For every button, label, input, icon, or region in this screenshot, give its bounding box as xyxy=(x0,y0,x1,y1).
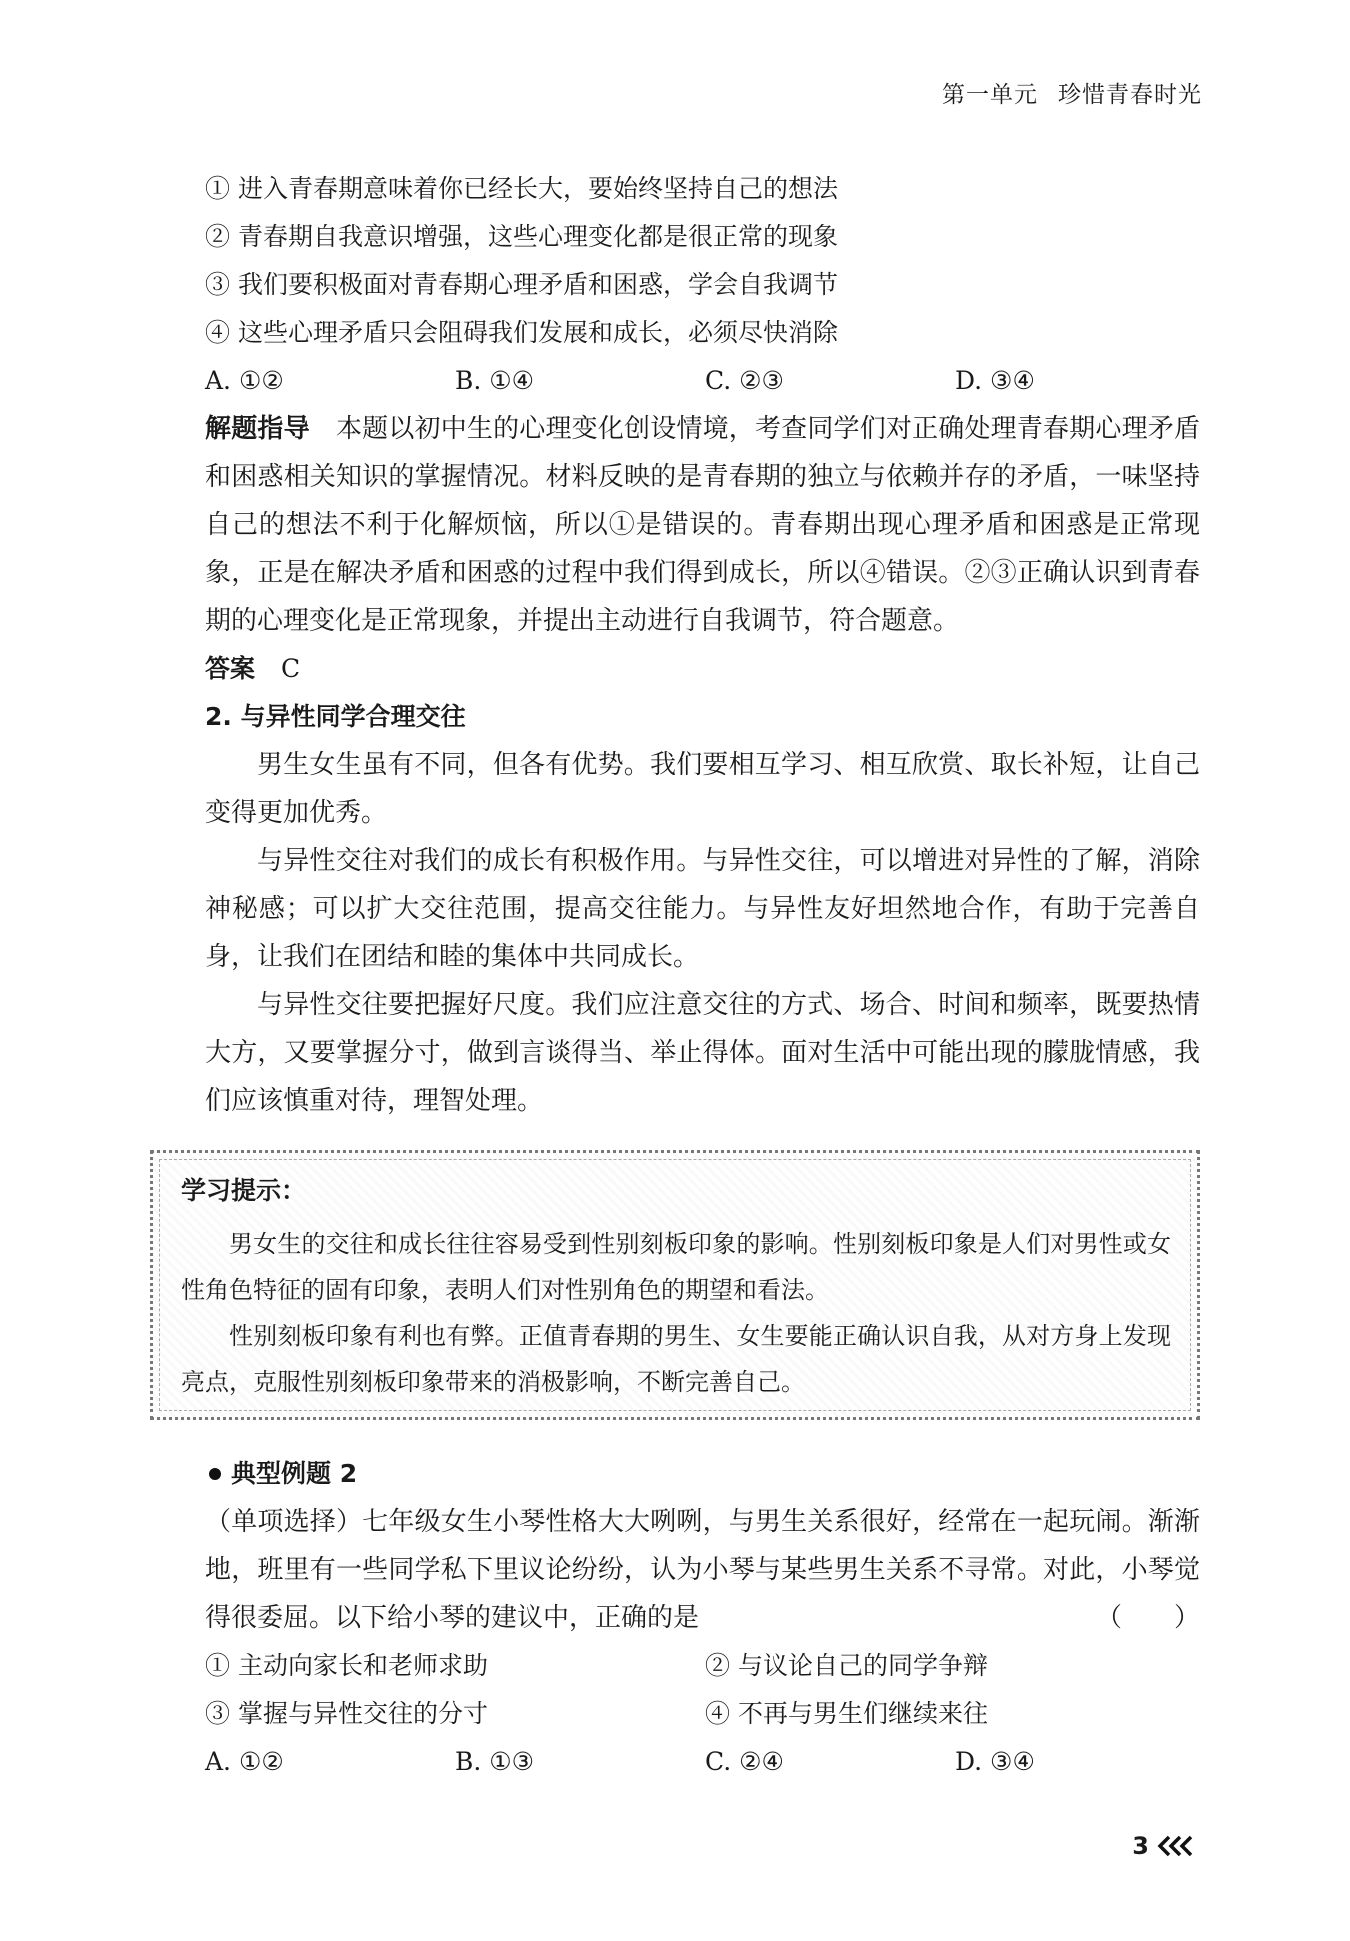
answer-options xyxy=(205,357,1200,405)
ex2-statement-4: ④ 不再与男生们继续来往 xyxy=(705,1699,988,1728)
example-2-title: 典型例题 2 xyxy=(231,1459,358,1488)
option-c: C. ②③ xyxy=(705,366,784,395)
tip-paragraph-1: 男女生的交往和成长往往容易受到性别刻板印象的影响。性别刻板印象是人们对男性或女性角色特征的固有印象，表明人们对性别角色的期望和看法。 xyxy=(181,1230,1171,1304)
page-number xyxy=(1132,1832,1195,1860)
question-text: （单项选择）七年级女生小琴性格大大咧咧，与男生关系很好，经常在一起玩闹。渐渐地，班里有一些同学私下里议论纷纷，认为小琴与某些男生关系不寻常。对此，小琴觉得很委屈。以下给小琴的建议中，正确的是 xyxy=(205,1507,1200,1633)
statement-row-1 xyxy=(205,1642,1200,1690)
statement-row-2 xyxy=(205,1690,1200,1738)
ex2-option-b: B. ①③ xyxy=(455,1747,535,1776)
option-b: B. ①④ xyxy=(455,366,535,395)
statement-3: ③ 我们要积极面对青春期心理矛盾和困惑，学会自我调节 xyxy=(205,270,838,299)
guide-text: 本题以初中生的心理变化创设情境，考查同学们对正确处理青春期心理矛盾和困惑相关知识的掌握情况。材料反映的是青春期的独立与依赖并存的矛盾，一味坚持自己的想法不利于化解烦恼，所以①是错误的。青春期出现心理矛盾和困惑是正常现象，正是在解决矛盾和困惑的过程中我们得到成长，所以④错误。②③正确认识到青春期的心理变化是正常现象，并提出主动进行自我调节，符合题意。 xyxy=(205,414,1200,636)
tip-paragraph-2: 性别刻板印象有利也有弊。正值青春期的男生、女生要能正确认识自我，从对方身上发现亮点，克服性别刻板印象带来的消极影响，不断完善自己。 xyxy=(181,1322,1171,1396)
unit-title: 珍惜青春时光 xyxy=(1058,82,1202,108)
ex2-statement-3: ③ 掌握与异性交往的分寸 xyxy=(205,1699,488,1728)
ex2-answer-options xyxy=(205,1738,1200,1786)
answer-line xyxy=(205,645,1200,693)
answer-label: 答案 xyxy=(205,654,256,683)
ex2-option-d: D. ③④ xyxy=(955,1747,1035,1776)
option-a: A. ①② xyxy=(205,366,284,395)
example-2-heading xyxy=(205,1450,1200,1498)
section-paragraph-1: 男生女生虽有不同，但各有优势。我们要相互学习、相互欣赏、取长补短，让自己变得更加优秀。 xyxy=(205,750,1200,828)
answer-bracket: （ ） xyxy=(1095,1603,1200,1633)
bullet-dot-icon xyxy=(209,1468,221,1480)
section-paragraph-2: 与异性交往对我们的成长有积极作用。与异性交往，可以增进对异性的了解，消除神秘感；可以扩大交往范围，提高交往能力。与异性友好坦然地合作，有助于完善自身，让我们在团结和睦的集体中共同成长。 xyxy=(205,846,1200,972)
option-d: D. ③④ xyxy=(955,366,1035,395)
solution-guide xyxy=(205,405,1200,645)
ex2-statement-2: ② 与议论自己的同学争辩 xyxy=(705,1651,988,1680)
statement-4: ④ 这些心理矛盾只会阻碍我们发展和成长，必须尽快消除 xyxy=(205,318,838,347)
statement-1: ① 进入青春期意味着你已经长大，要始终坚持自己的想法 xyxy=(205,174,838,203)
example-2 xyxy=(205,1450,1200,1786)
section-title: 2. 与异性同学合理交往 xyxy=(205,702,466,731)
tip-body xyxy=(181,1221,1171,1405)
study-tip-box xyxy=(150,1150,1200,1420)
unit-label: 第一单元 xyxy=(942,82,1038,108)
ex2-statement-1: ① 主动向家长和老师求助 xyxy=(205,1651,488,1680)
chevrons-left-icon xyxy=(1157,1835,1195,1857)
ex2-option-c: C. ②④ xyxy=(705,1747,784,1776)
main-content xyxy=(205,165,1200,1125)
statement-2: ② 青春期自我意识增强，这些心理变化都是很正常的现象 xyxy=(205,222,838,251)
running-header xyxy=(942,76,1202,109)
answer-value: C xyxy=(281,654,301,683)
page-number-text: 3 xyxy=(1132,1832,1149,1860)
guide-label: 解题指导 xyxy=(205,414,310,444)
tip-title: 学习提示： xyxy=(181,1176,307,1205)
example-2-question xyxy=(205,1498,1200,1642)
ex2-option-a: A. ①② xyxy=(205,1747,284,1776)
section-paragraph-3: 与异性交往要把握好尺度。我们应注意交往的方式、场合、时间和频率，既要热情大方，又要掌握分寸，做到言谈得当、举止得体。面对生活中可能出现的朦胧情感，我们应该慎重对待，理智处理。 xyxy=(205,990,1200,1116)
